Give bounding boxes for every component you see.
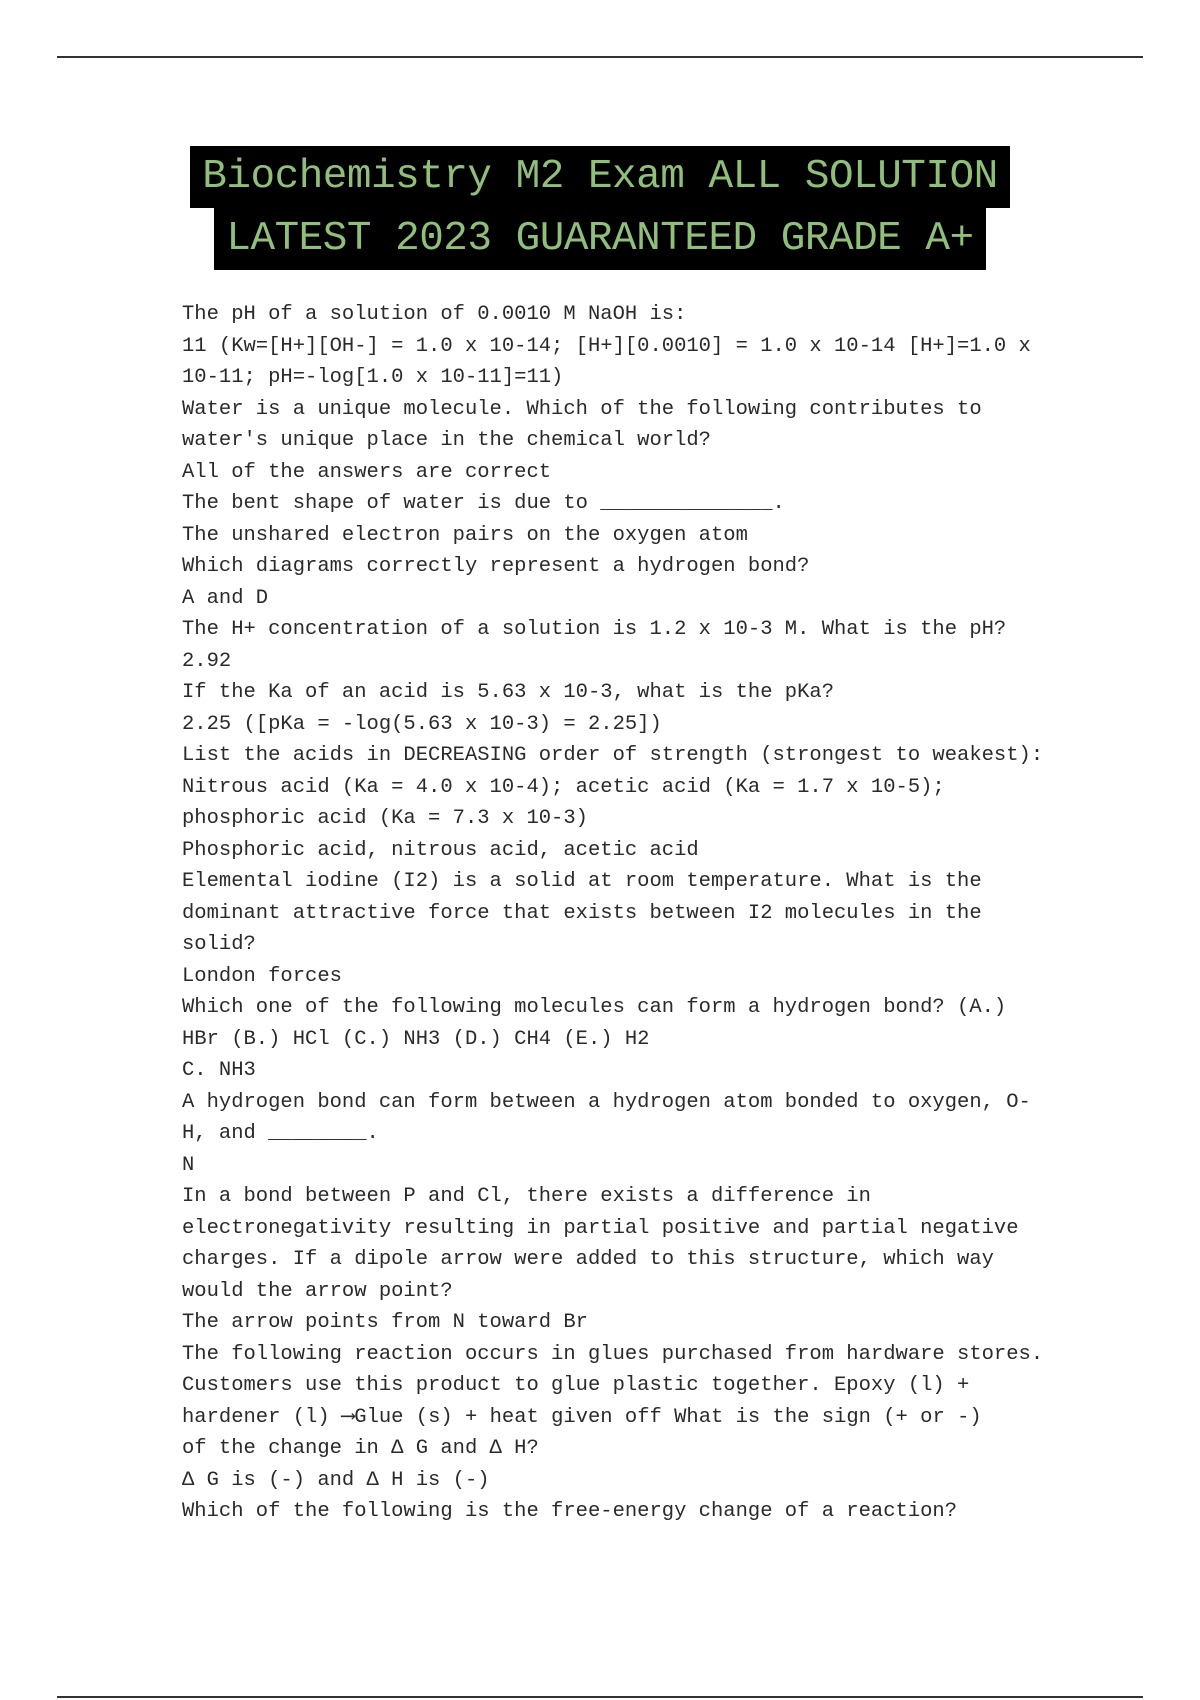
text-line: solid? <box>182 933 256 956</box>
text-line: water's unique place in the chemical world? <box>182 429 711 452</box>
text-line: of the change in Δ G and Δ H? <box>182 1437 539 1460</box>
text-line: H, and ________. <box>182 1122 379 1145</box>
text-line: Customers use this product to glue plastic together. Epoxy (l) + <box>182 1374 970 1397</box>
text-line: Nitrous acid (Ka = 4.0 x 10-4); acetic acid (Ka = 1.7 x 10-5); <box>182 775 945 799</box>
top-rule <box>57 56 1143 58</box>
text-line: Which one of the following molecules can form a hydrogen bond? (A.) <box>182 996 1007 1019</box>
text-line: Which diagrams correctly represent a hydrogen bond? <box>182 555 810 578</box>
text-line: would the arrow point? <box>182 1279 453 1303</box>
text-line: Elemental iodine (I2) is a solid at room temperature. What is the <box>182 870 982 893</box>
text-line: Δ G is (-) and Δ H is (-) <box>182 1468 490 1492</box>
text-line: If the Ka of an acid is 5.63 x 10-3, what is the pKa? <box>182 681 835 704</box>
text-line: Water is a unique molecule. Which of the following contributes to <box>182 397 982 421</box>
text-line: 2.92 <box>182 649 232 673</box>
text-line: HBr (B.) HCl (C.) NH3 (D.) CH4 (E.) H2 <box>182 1027 650 1051</box>
text-line: The arrow points from N toward Br <box>182 1311 588 1334</box>
text-line: In a bond between P and Cl, there exists a difference in <box>182 1185 871 1208</box>
text-line: charges. If a dipole arrow were added to this structure, which way <box>182 1248 994 1271</box>
text-line: The following reaction occurs in glues purchased from hardware stores. <box>182 1342 1044 1366</box>
text-line: List the acids in DECREASING order of strength (strongest to weakest): <box>182 744 1044 767</box>
bottom-rule <box>57 1696 1143 1698</box>
document-title <box>0 146 1200 270</box>
text-line: hardener (l) ⟶Glue (s) + heat given off What is the sign (+ or -) <box>182 1405 982 1429</box>
text-line: A and D <box>182 586 269 610</box>
text-line: All of the answers are correct <box>182 460 552 484</box>
text-line: The bent shape of water is due to ______________. <box>182 492 785 515</box>
text-line: Which of the following is the free-energy change of a reaction? <box>182 1500 958 1523</box>
text-line: A hydrogen bond can form between a hydrogen atom bonded to oxygen, O- <box>182 1090 1031 1114</box>
text-line: electronegativity resulting in partial positive and partial negative <box>182 1216 1019 1240</box>
text-line: The pH of a solution of 0.0010 M NaOH is: <box>182 303 687 326</box>
text-line: 2.25 ([pKa = -log(5.63 x 10-3) = 2.25]) <box>182 712 662 736</box>
text-line: 11 (Kw=[H+][OH-] = 1.0 x 10-14; [H+][0.0010] = 1.0 x 10-14 [H+]=1.0 x <box>182 334 1031 358</box>
text-line: C. NH3 <box>182 1059 256 1082</box>
text-line: 10-11; pH=-log[1.0 x 10-11]=11) <box>182 366 564 389</box>
text-line: phosphoric acid (Ka = 7.3 x 10-3) <box>182 807 588 830</box>
text-line: dominant attractive force that exists between I2 molecules in the <box>182 901 982 925</box>
title-line-1: Biochemistry M2 Exam ALL SOLUTION <box>190 146 1009 208</box>
text-line: N <box>182 1153 195 1177</box>
text-line: Phosphoric acid, nitrous acid, acetic acid <box>182 838 699 862</box>
text-line: The unshared electron pairs on the oxygen atom <box>182 523 748 547</box>
document-body <box>182 299 1062 1528</box>
title-line-2: LATEST 2023 GUARANTEED GRADE A+ <box>214 208 985 270</box>
text-line: London forces <box>182 964 342 988</box>
text-line: The H+ concentration of a solution is 1.2 x 10-3 M. What is the pH? <box>182 618 1007 641</box>
